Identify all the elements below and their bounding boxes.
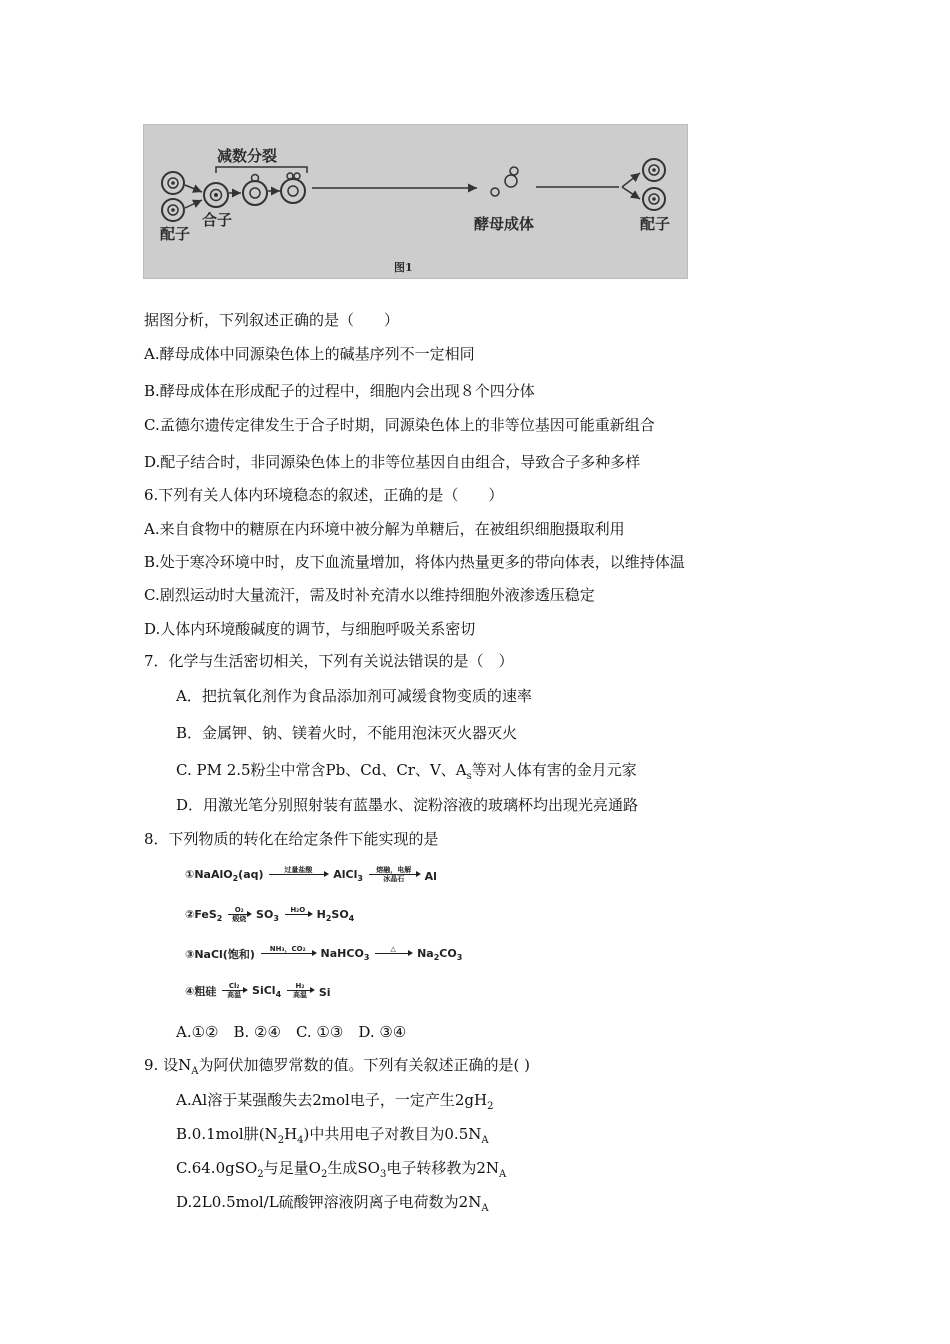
reaction-arrow: 过量盐酸 xyxy=(269,866,327,883)
q8-reaction-2: ②FeS$_2$ O₂ 煅烧 $SO_3$ H₂O $H_2SO_4$ xyxy=(185,906,355,923)
q9-option-b: B.0.1mol肼$(N_2H_4)$中共用电子对教目为$0.5N_A$ xyxy=(176,1125,489,1146)
q5-option-b: B.酵母成体在形成配子的过程中，细胞内会出现８个四分体 xyxy=(144,382,535,400)
reaction-arrow: 熔融，电解 冰晶石 xyxy=(369,866,419,883)
zygote-label: 合子 xyxy=(202,211,233,229)
yeast-adult-label: 酵母成体 xyxy=(474,215,535,233)
gamete-left-label: 配子 xyxy=(160,225,191,243)
q6-option-a: A.来自食物中的糖原在内环境中被分解为单糖后，在被组织细胞摄取利用 xyxy=(144,520,625,538)
q6-stem: 6.下列有关人体内环境稳态的叙述，正确的是（ ） xyxy=(144,486,504,504)
budding-cell-icon xyxy=(281,173,305,203)
reaction-arrow: Cl₂ 高温 xyxy=(222,982,246,999)
q7-stem: 7．化学与生活密切相关，下列有关说法错误的是（ ） xyxy=(144,652,514,670)
q9-stem: 9. 设$N_A$为阿伏加德罗常数的值。下列有关叙述正确的是( ) xyxy=(144,1056,530,1077)
zygote-cell-icon xyxy=(204,183,228,207)
q9-option-d: D.2L0.5mol/L硫酸钾溶液阴离子电荷数为$2N_A$ xyxy=(176,1193,489,1214)
gamete-cell-icon xyxy=(162,199,184,221)
q9-option-a: A.Al溶于某强酸失去2mol电子，一定产生$2gH_2$ xyxy=(176,1091,494,1112)
gamete-right-label: 配子 xyxy=(640,215,671,233)
meiosis-label: 减数分裂 xyxy=(217,147,278,165)
yeast-adult-icon xyxy=(491,167,518,196)
q8-reaction-1: ①NaAlO$_2$(aq) 过量盐酸 AlCl$_3$ 熔融，电解 冰晶石 Al xyxy=(185,866,437,883)
q6-option-d: D.人体内环境酸碱度的调节，与细胞呼吸关系密切 xyxy=(144,620,476,638)
q5-option-a: A.酵母成体中同源染色体上的碱基序列不一定相同 xyxy=(144,345,475,363)
reaction-arrow: NH₃，CO₂ xyxy=(261,945,315,962)
q7-option-d: D．用激光笔分别照射装有蓝墨水、淀粉溶液的玻璃杯均出现光亮通路 xyxy=(176,796,639,814)
figure-1 xyxy=(143,124,688,279)
gamete-cell-icon xyxy=(643,188,665,210)
q7-option-c: C. PM 2.5粉尘中常含Pb、Cd、Cr、V、$A_s$等对人体有害的金月元家 xyxy=(176,761,637,782)
gamete-cell-icon xyxy=(162,172,184,194)
q5-option-d: D.配子结合时，非同源染色体上的非等位基因自由组合，导致合子多种多样 xyxy=(144,453,641,471)
figure-caption: 图1 xyxy=(394,261,413,274)
q9-option-c: C.64.0gSO$_2$与足量$O_2$生成$SO_3$电子转移教为$2N_A$ xyxy=(176,1159,507,1180)
gamete-cell-icon xyxy=(643,159,665,181)
q5-stem: 据图分析，下列叙述正确的是（ ） xyxy=(144,311,400,329)
q8-stem: 8．下列物质的转化在给定条件下能实现的是 xyxy=(144,830,439,848)
q8-reaction-4: ④粗硅 Cl₂ 高温 SiCl$_4$ H₂ 高温 Si xyxy=(185,982,331,999)
q8-options: A.①② B. ②④ C. ①③ D. ③④ xyxy=(176,1023,407,1041)
budding-cell-icon xyxy=(243,175,267,206)
reaction-arrow: H₂ 高温 xyxy=(287,982,313,999)
q7-option-b: B．金属钾、钠、镁着火时，不能用泡沫灭火器灭火 xyxy=(176,724,518,742)
q5-option-c: C.孟德尔遗传定律发生于合子时期，同源染色体上的非等位基因可能重新组合 xyxy=(144,416,655,434)
reaction-arrow: △ xyxy=(375,945,411,962)
meiosis-bracket xyxy=(216,167,307,173)
reaction-arrow: O₂ 煅烧 xyxy=(228,906,250,923)
q8-reaction-3: ③NaCl(饱和) NH₃，CO₂ NaHCO$_3$ △ $Na_2CO_3$ xyxy=(185,945,463,962)
q7-option-a: A．把抗氧化剂作为食品添加剂可减缓食物变质的速率 xyxy=(176,687,532,705)
reaction-arrow: H₂O xyxy=(285,906,311,923)
q6-option-b: B.处于寒冷环境中时，皮下血流量增加，将体内热量更多的带向体表，以维持体温 xyxy=(144,553,685,571)
q6-option-c: C.剧烈运动时大量流汗，需及时补充清水以维持细胞外液渗透压稳定 xyxy=(144,586,595,604)
